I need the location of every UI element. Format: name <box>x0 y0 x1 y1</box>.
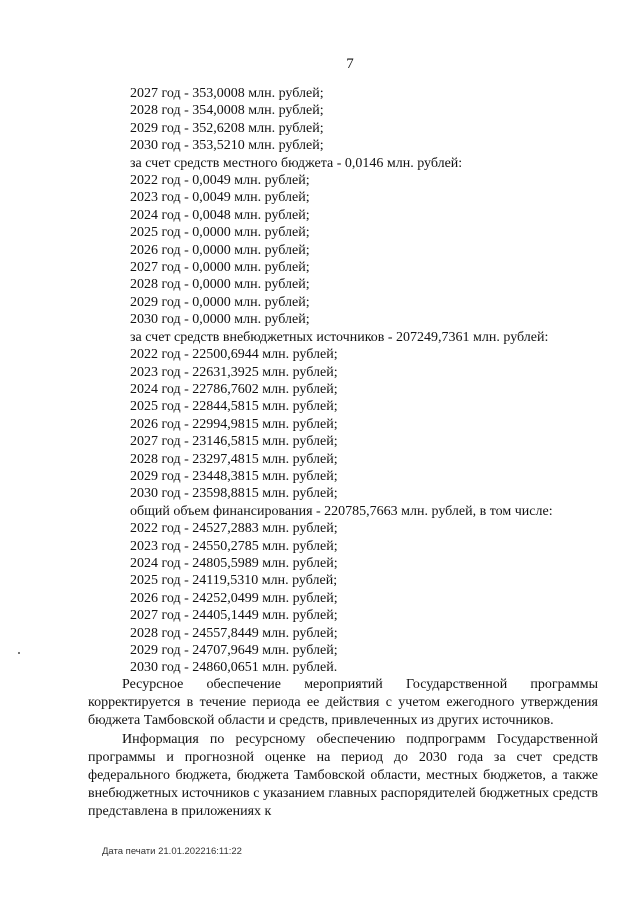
list-line: 2024 год - 0,0048 млн. рублей; <box>130 207 310 223</box>
list-line: 2026 год - 24252,0499 млн. рублей; <box>130 590 338 606</box>
list-line: 2026 год - 22994,9815 млн. рублей; <box>130 416 338 432</box>
page-number: 7 <box>346 56 354 72</box>
funding-list <box>130 85 600 677</box>
list-line: 2029 год - 24707,9649 млн. рублей; <box>130 643 338 658</box>
body-paragraphs <box>88 676 598 822</box>
list-line: 2030 год - 0,0000 млн. рублей; <box>130 312 310 328</box>
list-line: 2028 год - 0,0000 млн. рублей; <box>130 277 310 293</box>
list-line: 2023 год - 0,0049 млн. рублей; <box>130 190 310 206</box>
list-line: 2024 год - 22786,7602 млн. рублей; <box>130 381 338 397</box>
list-heading-local-budget: за счет средств местного бюджета - 0,0146 млн. рублей: <box>130 155 463 171</box>
list-heading-total: общий объем финансирования - 220785,7663 млн. рублей, в том числе: <box>130 503 553 519</box>
list-line: 2024 год - 24805,5989 млн. рублей; <box>130 555 338 571</box>
list-line: 2025 год - 0,0000 млн. рублей; <box>130 225 310 241</box>
list-line: 2030 год - 353,5210 млн. рублей; <box>130 138 324 154</box>
list-line: 2025 год - 22844,5815 млн. рублей; <box>130 399 338 415</box>
list-line: 2027 год - 353,0008 млн. рублей; <box>130 86 324 101</box>
list-line: 2027 год - 24405,1449 млн. рублей; <box>130 608 338 624</box>
list-line: 2025 год - 24119,5310 млн. рублей; <box>130 573 338 589</box>
list-line: 2028 год - 24557,8449 млн. рублей; <box>130 625 338 641</box>
list-line: 2028 год - 354,0008 млн. рублей; <box>130 103 324 119</box>
list-line: 2022 год - 0,0049 млн. рублей; <box>130 173 310 189</box>
list-line: 2023 год - 24550,2785 млн. рублей; <box>130 538 338 554</box>
scan-speck <box>18 652 20 654</box>
list-line: 2030 год - 24860,0651 млн. рублей. <box>130 660 338 676</box>
paragraph-resource-adjustment: Ресурсное обеспечение мероприятий Государственной программы корректируется в течение периода ее действия с учетом ежегодного утверждения бюджета Тамбовской области и средств, привлеченных из других источников. <box>88 677 598 728</box>
list-line: 2030 год - 23598,8815 млн. рублей; <box>130 486 338 502</box>
list-line: 2029 год - 0,0000 млн. рублей; <box>130 294 310 310</box>
list-line: 2029 год - 23448,3815 млн. рублей; <box>130 468 338 484</box>
list-line: 2026 год - 0,0000 млн. рублей; <box>130 242 310 258</box>
paragraph-resource-info: Информация по ресурсному обеспечению подпрограмм Государственной программы и прогнозной оценке на период до 2030 года за счет средств федерального бюджета, бюджета Тамбовской области, местных бюджетов, а также внебюджетных источников с указанием главных распорядителей бюджетных средств представлена в приложениях к <box>88 732 598 819</box>
list-line: 2023 год - 22631,3925 млн. рублей; <box>130 364 338 380</box>
list-line: 2022 год - 22500,6944 млн. рублей; <box>130 347 338 363</box>
list-line: 2027 год - 23146,5815 млн. рублей; <box>130 434 338 450</box>
print-date-footer: Дата печати 21.01.202216:11:22 <box>102 846 242 857</box>
list-line: 2028 год - 23297,4815 млн. рублей; <box>130 451 338 467</box>
list-heading-extrabudgetary: за счет средств внебюджетных источников - 207249,7361 млн. рублей: <box>130 329 549 345</box>
list-line: 2027 год - 0,0000 млн. рублей; <box>130 260 310 276</box>
list-line: 2029 год - 352,6208 млн. рублей; <box>130 120 324 136</box>
list-line: 2022 год - 24527,2883 млн. рублей; <box>130 521 338 537</box>
